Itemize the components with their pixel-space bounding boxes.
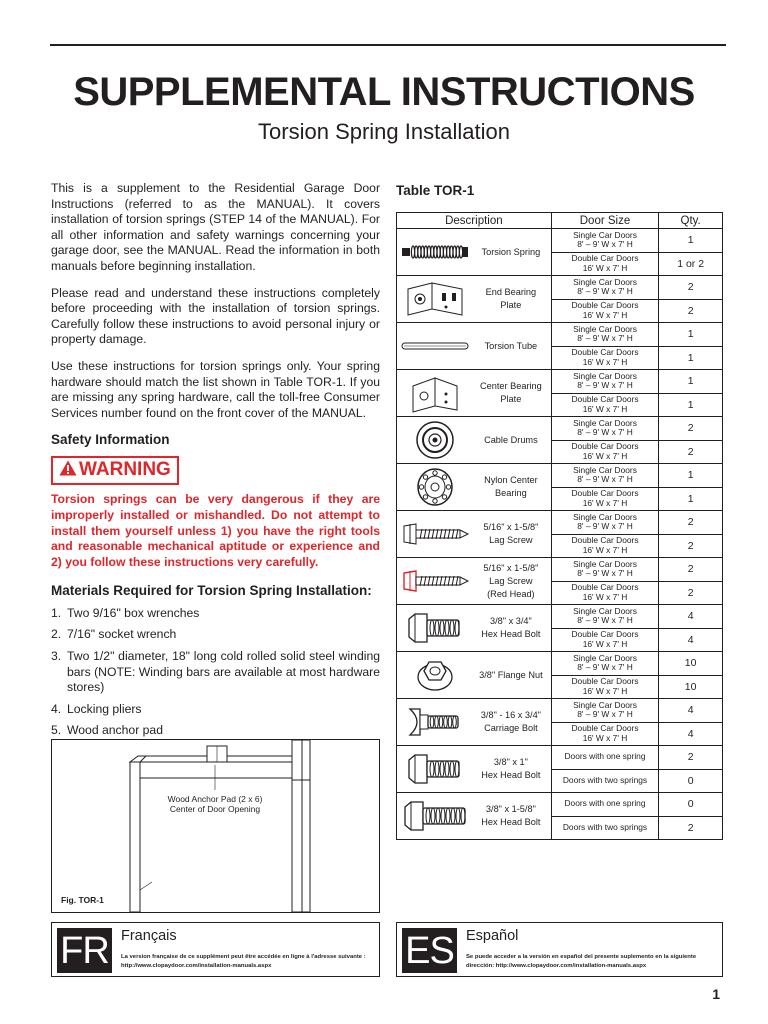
item-description [473, 562, 551, 601]
description-cell [397, 370, 552, 417]
qty-cell: 2 [659, 581, 723, 605]
door-size-line: Double Car Doors [571, 394, 639, 405]
description-cell [397, 746, 552, 793]
list-text: Wood anchor pad [67, 723, 163, 738]
language-link-text[interactable]: Se puede acceder a la versión en español del presente suplemento en la siguiente dirección: http://www.clopaydoor.com/installation-manuals.aspx [466, 954, 697, 969]
item-description-line: Bearing [495, 488, 527, 498]
qty-cell: 2 [659, 558, 723, 582]
door-size-line: Single Car Doors [573, 699, 637, 710]
door-size-line: 8' – 9' W x 7' H [577, 615, 633, 626]
door-size-cell [551, 487, 659, 511]
door-size-line: Single Car Doors [573, 276, 637, 287]
table-row [397, 370, 723, 394]
item-description-line: Cable Drums [484, 434, 538, 445]
door-size-line: 16' W x 7' H [582, 638, 628, 649]
description-cell [397, 699, 552, 746]
page-number: 1 [712, 986, 720, 1002]
qty-cell: 10 [659, 675, 723, 699]
item-description [473, 380, 551, 406]
door-size-line: Double Car Doors [571, 253, 639, 264]
header-rule [50, 44, 726, 46]
door-size-cell [551, 464, 659, 488]
description-cell [397, 229, 552, 276]
door-size-cell [551, 417, 659, 441]
qty-cell: 2 [659, 746, 723, 770]
door-size-line: Single Car Doors [573, 370, 637, 381]
hex-bolt-long-icon [397, 794, 473, 838]
door-size-line: 8' – 9' W x 7' H [577, 568, 633, 579]
table-title: Table TOR-1 [396, 183, 475, 198]
item-description-line: (Red Head) [487, 588, 535, 599]
door-size-cell [551, 229, 659, 253]
table-row [397, 652, 723, 676]
door-size-cell [551, 534, 659, 558]
item-description [473, 340, 551, 353]
qty-cell: 1 [659, 487, 723, 511]
door-size-line: Double Car Doors [571, 300, 639, 311]
description-cell [397, 276, 552, 323]
item-description [473, 803, 551, 829]
item-description-line: Plate [500, 394, 522, 404]
door-size-cell [551, 628, 659, 652]
qty-cell: 1 [659, 346, 723, 370]
door-size-line: Single Car Doors [573, 558, 637, 569]
torsion-spring-icon [397, 230, 473, 274]
qty-cell: 0 [659, 793, 723, 817]
door-size-cell [551, 699, 659, 723]
item-description-line: Plate [500, 300, 522, 310]
qty-cell: 10 [659, 652, 723, 676]
door-size-line: Single Car Doors [573, 511, 637, 522]
item-description-line: 3/8" - 16 x 3/4" [480, 710, 541, 720]
list-number: 4. [51, 701, 62, 716]
door-size-cell [551, 675, 659, 699]
item-description-line: Carriage Bolt [484, 723, 538, 733]
item-description-line: Torsion Spring [481, 246, 541, 257]
item-description-line: Hex Head Bolt [481, 770, 541, 780]
item-description [473, 615, 551, 641]
list-text: 7/16" socket wrench [67, 627, 177, 642]
language-code-badge: FR [57, 928, 112, 973]
intro-paragraph: This is a supplement to the Residential Garage Door Instructions (referred to as the MANUAL). It covers installation of torsion springs (STEP 14 of the MANUAL). For all other information and safety warnings concerning your garage door, see the MANUAL. Read the information in both manuals before beginning installation. [51, 181, 380, 273]
qty-cell: 1 or 2 [659, 252, 723, 276]
door-size-line: Doors with two springs [562, 821, 648, 832]
lag-screw-icon [397, 512, 473, 556]
nylon-bearing-icon [397, 465, 473, 509]
table-row [397, 276, 723, 300]
callout-line: Wood Anchor Pad (2 x 6) [167, 794, 263, 804]
warning-label: WARNING [79, 459, 171, 481]
qty-cell: 2 [659, 299, 723, 323]
table-header-row [397, 213, 723, 229]
item-description-line: 3/8" x 1-5/8" [485, 804, 536, 814]
door-size-line: 8' – 9' W x 7' H [577, 521, 633, 532]
door-size-line: 16' W x 7' H [582, 685, 628, 696]
item-description-line: 3/8" x 1" [493, 757, 528, 767]
door-size-line: Single Car Doors [573, 229, 637, 240]
column-header: Qty. [659, 213, 723, 229]
door-size-line: 16' W x 7' H [582, 309, 628, 320]
door-size-cell [551, 252, 659, 276]
item-description [473, 286, 551, 312]
table-row [397, 229, 723, 253]
qty-cell: 2 [659, 511, 723, 535]
door-size-line: Double Car Doors [571, 488, 639, 499]
door-size-line: Double Car Doors [571, 582, 639, 593]
door-size-line: 8' – 9' W x 7' H [577, 662, 633, 673]
list-number: 5. [51, 723, 62, 738]
center-bearing-plate-icon [397, 371, 473, 415]
figure-label: Fig. TOR-1 [61, 895, 104, 905]
door-frame-illustration [52, 740, 379, 912]
cable-drum-icon [397, 418, 473, 462]
item-description [473, 246, 551, 259]
list-item [51, 649, 380, 696]
materials-list [51, 606, 380, 739]
table-row [397, 417, 723, 441]
item-description-line: Lag Screw [489, 535, 533, 545]
language-link-text[interactable]: La version française de ce supplément peut être accédée en ligne à l'adresse suivante : http://www.clopaydoor.com/installation-manuals.aspx [121, 954, 366, 969]
materials-heading: Materials Required for Torsion Spring Installation: [51, 582, 372, 598]
qty-cell: 2 [659, 440, 723, 464]
item-description [473, 521, 551, 547]
left-column [51, 181, 380, 745]
door-size-cell [551, 816, 659, 840]
qty-cell: 1 [659, 370, 723, 394]
door-size-cell [551, 558, 659, 582]
door-size-cell [551, 722, 659, 746]
warning-triangle-icon [59, 460, 77, 476]
door-size-cell [551, 511, 659, 535]
list-text: Locking pliers [67, 701, 142, 716]
language-name: Español [466, 928, 519, 944]
table-row [397, 323, 723, 347]
door-size-line: 8' – 9' W x 7' H [577, 709, 633, 720]
door-size-line: Double Car Doors [571, 629, 639, 640]
door-size-line: Single Car Doors [573, 323, 637, 334]
list-number: 1. [51, 605, 62, 620]
french-version-box [51, 922, 380, 977]
door-size-line: Single Car Doors [573, 464, 637, 475]
qty-cell: 1 [659, 464, 723, 488]
door-size-line: 8' – 9' W x 7' H [577, 474, 633, 485]
qty-cell: 4 [659, 605, 723, 629]
description-cell [397, 511, 552, 558]
qty-cell: 2 [659, 276, 723, 300]
door-size-cell [551, 440, 659, 464]
spanish-version-box [396, 922, 723, 977]
door-size-line: 16' W x 7' H [582, 497, 628, 508]
qty-cell: 2 [659, 534, 723, 558]
language-code-badge: ES [402, 928, 457, 973]
item-description-line: Torsion Tube [484, 340, 538, 351]
description-cell [397, 323, 552, 370]
item-description [473, 434, 551, 447]
door-size-line: 8' – 9' W x 7' H [577, 333, 633, 344]
description-cell [397, 793, 552, 840]
door-size-cell [551, 581, 659, 605]
door-size-line: Single Car Doors [573, 652, 637, 663]
figure-tor-1 [51, 739, 380, 913]
description-cell [397, 464, 552, 511]
list-text: Two 9/16" box wrenches [67, 605, 200, 620]
carriage-bolt-icon [397, 700, 473, 744]
door-size-line: Single Car Doors [573, 605, 637, 616]
door-size-line: 16' W x 7' H [582, 356, 628, 367]
intro-paragraph: Please read and understand these instructions completely before proceeding with the installation of torsion springs. Carefully follow these instructions to avoid personal injury or property damage. [51, 285, 380, 347]
list-item [51, 606, 380, 622]
qty-cell: 2 [659, 816, 723, 840]
door-size-line: 16' W x 7' H [582, 262, 628, 273]
item-description-line: 3/8" Flange Nut [479, 669, 543, 680]
door-size-line: Double Car Doors [571, 441, 639, 452]
item-description-line: 5/16" x 1-5/8" [483, 522, 539, 532]
page-subtitle: Torsion Spring Installation [258, 119, 510, 144]
item-description [473, 669, 551, 682]
hex-bolt-icon [397, 606, 473, 650]
table-row [397, 746, 723, 770]
door-size-line: 16' W x 7' H [582, 544, 628, 555]
hex-bolt-icon [397, 747, 473, 791]
end-bearing-plate-icon [397, 277, 473, 321]
page-title: SUPPLEMENTAL INSTRUCTIONS [73, 70, 695, 114]
door-size-line: Double Car Doors [571, 535, 639, 546]
qty-cell: 4 [659, 628, 723, 652]
list-text: Two 1/2" diameter, 18" long cold rolled solid steel winding bars (NOTE: Winding bars are available at most hardware stores) [67, 649, 380, 695]
table-row [397, 793, 723, 817]
item-description-line: End Bearing [485, 287, 537, 297]
column-header: Description [397, 213, 552, 229]
list-item [51, 627, 380, 643]
item-description [473, 709, 551, 735]
qty-cell: 1 [659, 323, 723, 347]
item-description-line: Lag Screw [489, 575, 533, 586]
list-number: 2. [51, 627, 62, 642]
door-size-line: 16' W x 7' H [582, 591, 628, 602]
flange-nut-icon [397, 653, 473, 697]
list-item [51, 702, 380, 718]
door-size-cell [551, 346, 659, 370]
door-size-line: Doors with one spring [564, 798, 646, 809]
door-size-cell [551, 393, 659, 417]
description-cell [397, 652, 552, 699]
torsion-tube-icon [397, 324, 473, 368]
door-size-cell [551, 299, 659, 323]
item-description-line: Hex Head Bolt [481, 629, 541, 639]
item-description [473, 756, 551, 782]
warning-badge [51, 456, 179, 485]
item-description-line: 3/8" x 3/4" [489, 616, 532, 626]
warning-text: Torsion springs can be very dangerous if they are improperly installed or mishandled. Do not attempt to install them yourself unless 1) you have the right tools and reasonable mechanical aptitude or experience and 2) you follow these instructions very carefully. [51, 492, 380, 570]
door-size-line: Double Car Doors [571, 723, 639, 734]
intro-paragraph: Use these instructions for torsion springs only. Your spring hardware should match the list shown in Table TOR-1. If you are missing any spring hardware, call the toll-free Consumer Services number found on the front cover of the MANUAL. [51, 358, 380, 420]
door-size-cell [551, 276, 659, 300]
item-description-line: Hex Head Bolt [481, 817, 541, 827]
table-row [397, 558, 723, 582]
door-size-line: 8' – 9' W x 7' H [577, 239, 633, 250]
language-name: Français [121, 928, 177, 944]
table-row [397, 699, 723, 723]
item-description-line: 5/16" x 1-5/8" [483, 562, 539, 573]
door-size-line: 8' – 9' W x 7' H [577, 380, 633, 391]
callout-line: Center of Door Opening [169, 804, 261, 814]
lag-screw-red-icon [397, 559, 473, 603]
table-row [397, 605, 723, 629]
door-size-line: 8' – 9' W x 7' H [577, 427, 633, 438]
column-header: Door Size [551, 213, 659, 229]
door-size-line: 16' W x 7' H [582, 732, 628, 743]
description-cell [397, 558, 552, 605]
door-size-cell [551, 746, 659, 770]
qty-cell: 2 [659, 417, 723, 441]
item-description-line: Center Bearing [479, 381, 542, 391]
door-size-cell [551, 793, 659, 817]
door-size-line: 16' W x 7' H [582, 403, 628, 414]
door-size-line: Double Car Doors [571, 347, 639, 358]
qty-cell: 1 [659, 229, 723, 253]
item-description [473, 474, 551, 500]
door-size-cell [551, 769, 659, 793]
door-size-cell [551, 652, 659, 676]
qty-cell: 1 [659, 393, 723, 417]
hardware-table [396, 212, 723, 840]
door-size-line: 8' – 9' W x 7' H [577, 286, 633, 297]
list-item [51, 723, 380, 739]
table-row [397, 511, 723, 535]
figure-callout [160, 794, 270, 814]
description-cell [397, 417, 552, 464]
door-size-line: Double Car Doors [571, 676, 639, 687]
door-size-cell [551, 323, 659, 347]
door-size-line: Single Car Doors [573, 417, 637, 428]
list-number: 3. [51, 649, 62, 664]
door-size-line: Doors with one spring [564, 751, 646, 762]
item-description-line: Nylon Center [484, 475, 538, 485]
description-cell [397, 605, 552, 652]
door-size-line: 16' W x 7' H [582, 450, 628, 461]
door-size-cell [551, 605, 659, 629]
table-row [397, 464, 723, 488]
qty-cell: 4 [659, 699, 723, 723]
safety-heading: Safety Information [51, 432, 170, 448]
qty-cell: 0 [659, 769, 723, 793]
door-size-line: Doors with two springs [562, 774, 648, 785]
door-size-cell [551, 370, 659, 394]
qty-cell: 4 [659, 722, 723, 746]
